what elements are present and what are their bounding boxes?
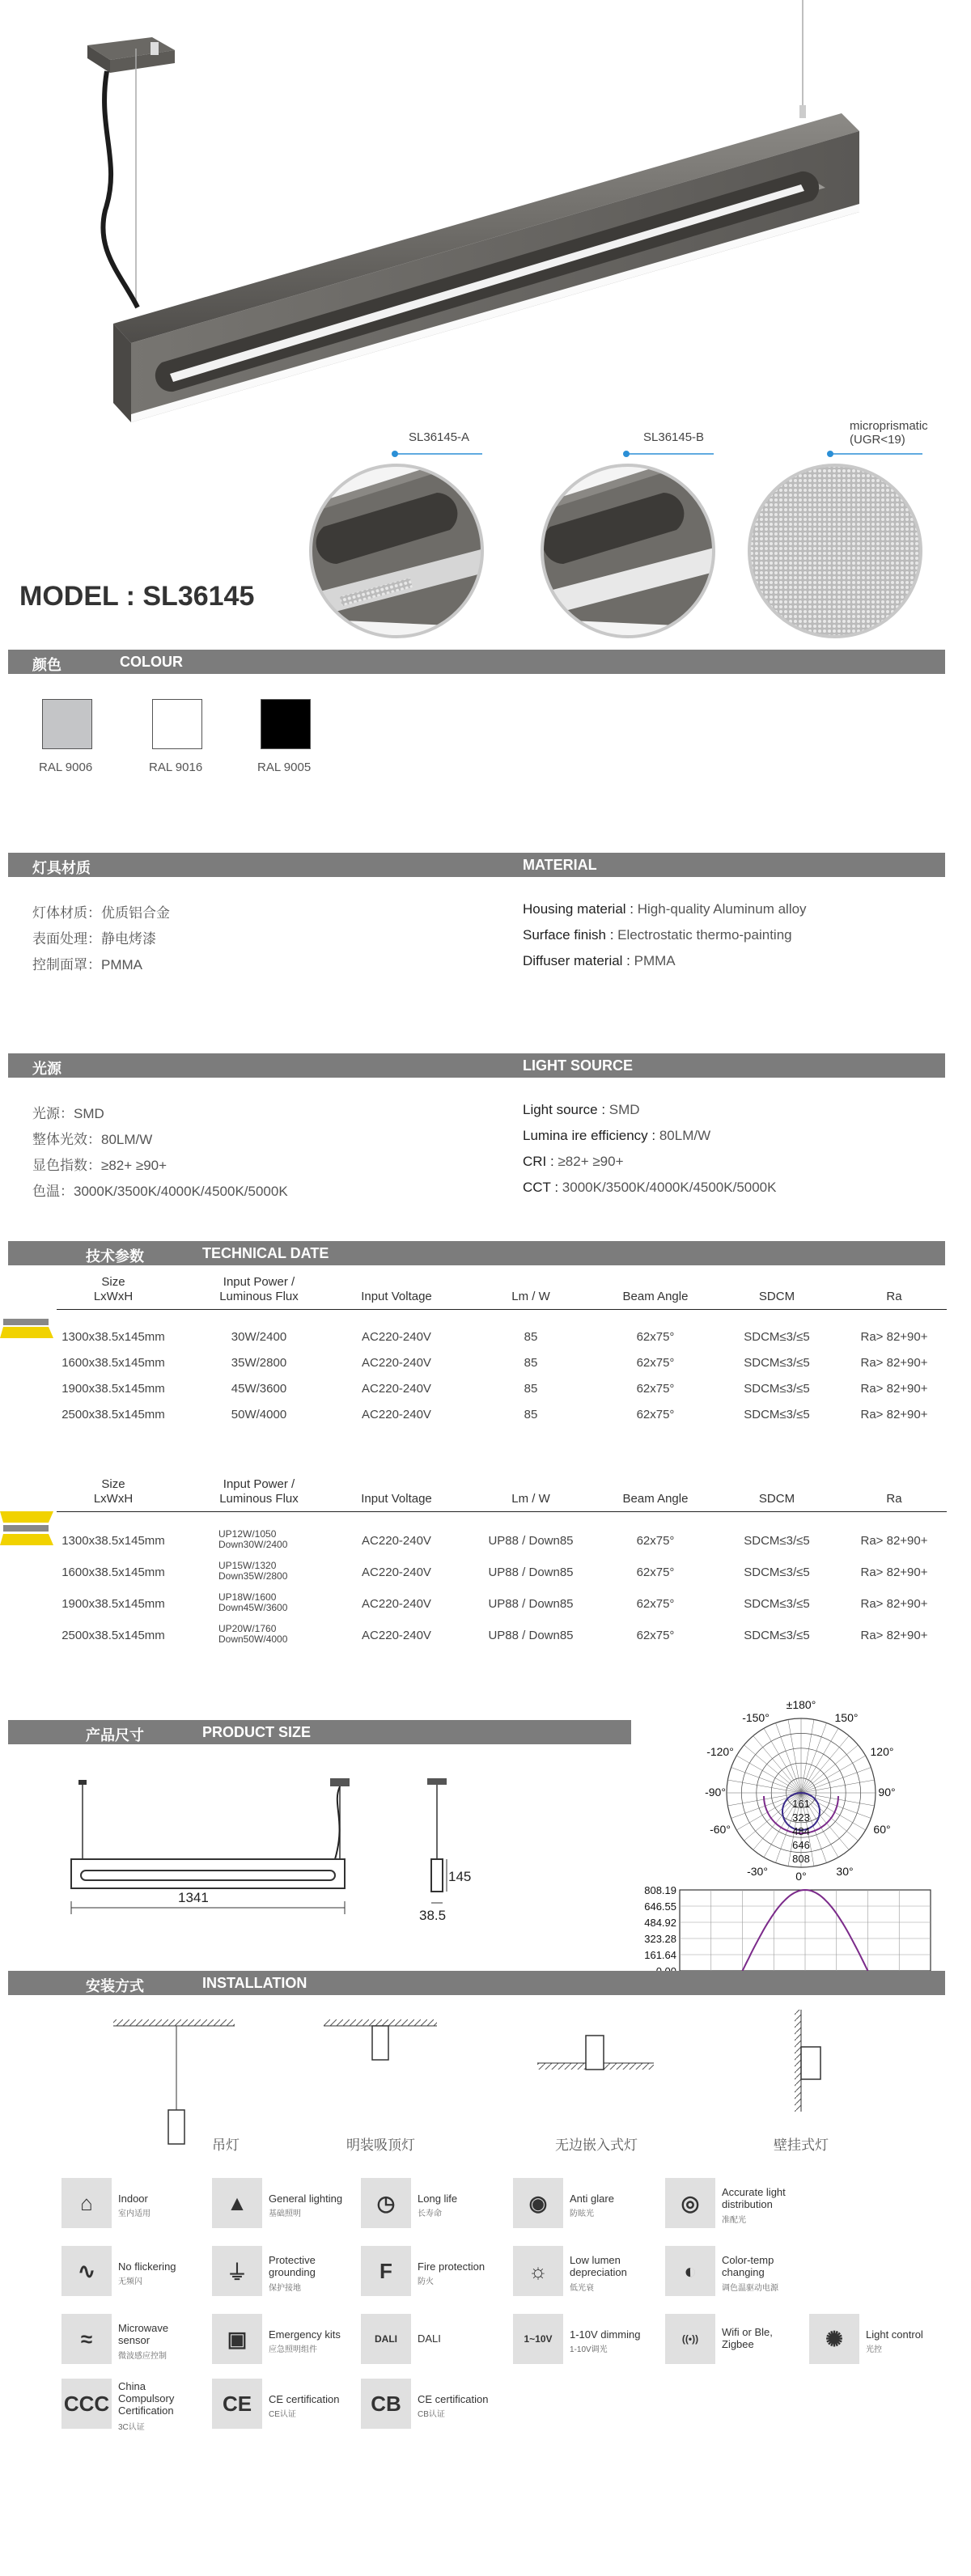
table-cell: 85 (524, 1356, 538, 1370)
table-header: Ra (886, 1492, 902, 1506)
dimension-length: 1341 (178, 1890, 209, 1905)
feature-label: No flickering (118, 2260, 176, 2273)
table-cell: AC220-240V (362, 1356, 431, 1370)
feature-label: Color-temp changing (722, 2254, 774, 2278)
swatch-ral-9005 (261, 699, 311, 749)
polar-angle-label: ±180° (786, 1699, 816, 1711)
table-cell: SDCM≤3/≤5 (744, 1408, 810, 1421)
material-en-line: Housing material : High-quality Aluminum alloy (523, 901, 807, 917)
polar-angle-label: 150° (834, 1711, 859, 1724)
feature-label: Indoor (118, 2193, 148, 2205)
table-cell: Ra> 82+90+ (860, 1356, 928, 1370)
linear-y-tick: 161.64 (644, 1949, 676, 1961)
color-temp-icon-glyph: ◐ (684, 2258, 697, 2283)
linear-y-tick: 646.55 (644, 1900, 676, 1913)
product-size-section-bar: 产品尺寸 PRODUCT SIZE (8, 1720, 631, 1744)
table-header: Lm / W (511, 1492, 550, 1506)
feature-label: General lighting (269, 2193, 343, 2205)
swatch-label: RAL 9005 (257, 761, 312, 774)
table-cell: UP12W/1050 Down30W/2400 (218, 1528, 288, 1550)
table-header-rule (57, 1309, 947, 1310)
table-cell: AC220-240V (362, 1382, 431, 1396)
table-cell: UP20W/1760 Down50W/4000 (218, 1623, 288, 1645)
table-cell: Ra> 82+90+ (860, 1629, 928, 1642)
model-title: MODEL : SL36145 (19, 581, 255, 612)
feature-label: Anti glare (570, 2193, 614, 2205)
table-cell: SDCM≤3/≤5 (744, 1534, 810, 1548)
feature-label: Long life (418, 2193, 458, 2205)
material-cn-line: 控制面罩：PMMA (32, 957, 142, 972)
polar-angle-label: 120° (870, 1745, 894, 1758)
table-cell: 1900x38.5x145mm (61, 1382, 165, 1396)
polar-angle-label: -150° (742, 1711, 770, 1724)
table-header: Beam Angle (622, 1290, 689, 1303)
install-surface-label: 明装吸顶灯 (346, 2137, 415, 2153)
feature-label: Protective grounding (269, 2254, 316, 2278)
feature-label-cn: 调色温驱动电源 (722, 2284, 778, 2293)
feature-label-cn: 3C认证 (118, 2423, 145, 2432)
feature-label-cn: 无频闪 (118, 2277, 142, 2286)
dimension-width: 38.5 (419, 1908, 447, 1923)
table-cell: SDCM≤3/≤5 (744, 1356, 810, 1370)
light-en-line: CCT : 3000K/3500K/4000K/4500K/5000K (523, 1180, 777, 1195)
updown-light-indicator-icon (0, 1511, 53, 1547)
technical-section-bar: 技术参数 TECHNICAL DATE (8, 1241, 945, 1265)
eye-icon (513, 2178, 563, 2228)
dimension-height: 145 (448, 1869, 472, 1884)
linear-y-tick: 323.28 (644, 1933, 676, 1945)
feature-label-cn: 准配光 (722, 2216, 746, 2225)
feature-label-cn: 防火 (418, 2277, 434, 2286)
fire-protection-icon-glyph: F (379, 2258, 392, 2283)
ccc-icon (61, 2379, 112, 2429)
table-cell: AC220-240V (362, 1408, 431, 1421)
light-distribution-icon (665, 2178, 715, 2228)
table-header: Size LxWxH (93, 1477, 134, 1506)
table-cell: 62x75° (636, 1382, 675, 1396)
wifi-icon (665, 2314, 715, 2364)
feature-label: CE certification (269, 2393, 340, 2405)
table-cell: 1300x38.5x145mm (61, 1534, 165, 1548)
table-cell: 62x75° (636, 1629, 675, 1642)
house-icon-glyph: ⌂ (80, 2190, 93, 2215)
feature-label: Accurate light distribution (722, 2186, 786, 2210)
table-cell: 62x75° (636, 1534, 675, 1548)
table-cell: 35W/2800 (231, 1356, 287, 1370)
lumen-icon-glyph: ☼ (528, 2258, 548, 2283)
table-cell: AC220-240V (362, 1629, 431, 1642)
table-cell: AC220-240V (362, 1566, 431, 1579)
table-cell: Ra> 82+90+ (860, 1382, 928, 1396)
ccc-icon-glyph: CCC (63, 2391, 110, 2416)
material-en-line: Surface finish : Electrostatic thermo-painting (523, 927, 792, 943)
material-en-line: Diffuser material : PMMA (523, 953, 676, 968)
clock-icon-glyph: ◷ (376, 2190, 396, 2215)
install-recessed-label: 无边嵌入式灯 (555, 2137, 638, 2153)
feature-label-cn: 应急照明组件 (269, 2345, 317, 2354)
polar-angle-label: 90° (878, 1786, 896, 1799)
table-cell: SDCM≤3/≤5 (744, 1629, 810, 1642)
material-cn-line: 表面处理：静电烤漆 (32, 931, 156, 947)
variant-details (307, 449, 971, 651)
grounding-icon (212, 2246, 262, 2296)
install-wall-label: 壁挂式灯 (774, 2137, 829, 2153)
table-cell: Ra> 82+90+ (860, 1408, 928, 1421)
light-cn-line: 显色指数：≥82+ ≥90+ (32, 1158, 167, 1173)
table-cell: 85 (524, 1330, 538, 1344)
light-control-icon-glyph: ✺ (825, 2326, 843, 2351)
feature-label: 1-10V dimming (570, 2328, 641, 2341)
polar-radial-label: 484 (792, 1825, 810, 1837)
table-cell: UP88 / Down85 (488, 1629, 574, 1642)
ce-icon (212, 2379, 262, 2429)
feature-label-cn: 1-10V调光 (570, 2345, 608, 2354)
table-cell: AC220-240V (362, 1597, 431, 1611)
house-icon (61, 2178, 112, 2228)
polar-angle-label: -90° (705, 1786, 726, 1799)
feature-label: DALI (418, 2332, 441, 2345)
polar-radial-label: 808 (792, 1853, 810, 1865)
feature-label-cn: 保护接地 (269, 2284, 301, 2293)
installation-section-bar: 安装方式 INSTALLATION (8, 1971, 945, 1995)
table-cell: UP15W/1320 Down35W/2800 (218, 1560, 288, 1582)
product-hero-image (0, 0, 971, 437)
table-cell: 2500x38.5x145mm (61, 1408, 165, 1421)
feature-label: Fire protection (418, 2260, 486, 2273)
feature-label-cn: CE认证 (269, 2410, 296, 2419)
polar-radial-label: 161 (792, 1798, 810, 1810)
table-cell: 62x75° (636, 1330, 675, 1344)
swatch-ral-9016 (152, 699, 202, 749)
grounding-icon-glyph: ⏚ (226, 2260, 248, 2285)
table-cell: 62x75° (636, 1597, 675, 1611)
polar-radial-label: 646 (792, 1839, 810, 1851)
table-cell: UP88 / Down85 (488, 1597, 574, 1611)
dimming-icon-glyph: 1~10V (524, 2333, 553, 2345)
linear-y-tick: 484.92 (644, 1917, 676, 1929)
feature-label-cn: CB认证 (418, 2410, 445, 2419)
table-header: Input Power / Luminous Flux (219, 1275, 299, 1303)
table-cell: 62x75° (636, 1566, 675, 1579)
light-source-section-bar: 光源 LIGHT SOURCE (8, 1053, 945, 1078)
table-header: SDCM (758, 1290, 795, 1303)
feature-label-cn: 基础照明 (269, 2210, 301, 2218)
general-lighting-icon (212, 2178, 262, 2228)
table-cell: UP88 / Down85 (488, 1566, 574, 1579)
ce-icon-glyph: CE (222, 2391, 252, 2416)
install-pendant-label: 吊灯 (212, 2137, 240, 2153)
colour-section-bar: 颜色 COLOUR (8, 650, 945, 674)
feature-label-cn: 微波感应控制 (118, 2352, 167, 2361)
clock-icon (361, 2178, 411, 2228)
light-control-icon (809, 2314, 859, 2364)
light-distribution-icon-glyph: ◎ (681, 2190, 700, 2215)
feature-label-cn: 光控 (866, 2345, 882, 2354)
table-cell: 85 (524, 1408, 538, 1421)
no-flicker-icon-glyph: ∿ (78, 2258, 95, 2283)
dimming-icon (513, 2314, 563, 2364)
table-cell: AC220-240V (362, 1330, 431, 1344)
table-header: Beam Angle (622, 1492, 689, 1506)
feature-label: Microwave sensor (118, 2322, 169, 2346)
light-cn-line: 色温：3000K/3500K/4000K/4500K/5000K (32, 1184, 288, 1199)
table-cell: Ra> 82+90+ (860, 1597, 928, 1611)
table-cell: SDCM≤3/≤5 (744, 1597, 810, 1611)
table-cell: 2500x38.5x145mm (61, 1629, 165, 1642)
swatch-ral-9006 (42, 699, 92, 749)
table-cell: Ra> 82+90+ (860, 1534, 928, 1548)
feature-label: Low lumen depreciation (570, 2254, 627, 2278)
table-cell: UP88 / Down85 (488, 1534, 574, 1548)
eye-icon-glyph: ◉ (528, 2190, 548, 2215)
swatch-label: RAL 9016 (149, 761, 203, 774)
table-cell: Ra> 82+90+ (860, 1330, 928, 1344)
feature-label: Emergency kits (269, 2328, 341, 2341)
table-header: Input Power / Luminous Flux (219, 1477, 299, 1506)
table-cell: 45W/3600 (231, 1382, 287, 1396)
feature-label-cn: 室内适用 (118, 2210, 151, 2218)
fire-protection-icon (361, 2246, 411, 2296)
table-cell: SDCM≤3/≤5 (744, 1330, 810, 1344)
polar-angle-label: -30° (747, 1865, 768, 1878)
table-cell: UP18W/1600 Down45W/3600 (218, 1591, 288, 1613)
table-cell: Ra> 82+90+ (860, 1566, 928, 1579)
color-temp-icon (665, 2246, 715, 2296)
polar-angle-label: 60° (873, 1823, 891, 1836)
polar-angle-label: 0° (795, 1870, 807, 1883)
table-header: SDCM (758, 1492, 795, 1506)
feature-label: CE certification (418, 2393, 489, 2405)
light-en-line: Lumina ire efficiency : 80LM/W (523, 1128, 711, 1143)
variant-label-a: SL36145-A (409, 430, 470, 444)
table-cell: 62x75° (636, 1356, 675, 1370)
table-cell: 1600x38.5x145mm (61, 1566, 165, 1579)
light-en-line: CRI : ≥82+ ≥90+ (523, 1154, 624, 1169)
microwave-icon (61, 2314, 112, 2364)
cb-icon-glyph: CB (371, 2391, 401, 2416)
table-cell: SDCM≤3/≤5 (744, 1566, 810, 1579)
table-cell: 1300x38.5x145mm (61, 1330, 165, 1344)
feature-label: Wifi or Ble, Zigbee (722, 2326, 773, 2350)
table-cell: 50W/4000 (231, 1408, 287, 1421)
product-dimension-drawing (65, 1772, 518, 1934)
cb-icon (361, 2379, 411, 2429)
table-cell: 30W/2400 (231, 1330, 287, 1344)
table-header: Input Voltage (361, 1492, 432, 1506)
feature-label: Light control (866, 2328, 923, 2341)
emergency-icon-glyph: ▣ (227, 2326, 248, 2351)
table-cell: 85 (524, 1382, 538, 1396)
table-cell: 1900x38.5x145mm (61, 1597, 165, 1611)
lumen-icon (513, 2246, 563, 2296)
no-flicker-icon (61, 2246, 112, 2296)
material-cn-line: 灯体材质：优质铝合金 (32, 905, 170, 921)
table-cell: SDCM≤3/≤5 (744, 1382, 810, 1396)
polar-angle-label: 30° (836, 1865, 854, 1878)
light-cn-line: 整体光效：80LM/W (32, 1132, 153, 1147)
polar-radial-label: 323 (792, 1811, 810, 1824)
feature-label-cn: 长寿命 (418, 2210, 442, 2218)
variant-label-b: SL36145-B (643, 430, 705, 444)
general-lighting-icon-glyph: ▲ (227, 2190, 248, 2215)
table-cell: 1600x38.5x145mm (61, 1356, 165, 1370)
table-cell: 62x75° (636, 1408, 675, 1421)
emergency-icon (212, 2314, 262, 2364)
feature-label-cn: 防眩光 (570, 2210, 594, 2218)
downlight-indicator-icon (0, 1317, 53, 1341)
table-header: Ra (886, 1290, 902, 1303)
light-cn-line: 光源：SMD (32, 1106, 104, 1121)
microwave-icon-glyph: ≈ (80, 2326, 93, 2351)
material-section-bar: 灯具材质 MATERIAL (8, 853, 945, 877)
polar-angle-label: -60° (710, 1823, 731, 1836)
table-header: Size LxWxH (93, 1275, 134, 1303)
dali-icon (361, 2314, 411, 2364)
feature-label: China Compulsory Certification (118, 2380, 175, 2417)
polar-angle-label: -120° (706, 1745, 734, 1758)
variant-label-micro: microprismatic (UGR<19) (850, 419, 928, 447)
wifi-icon-glyph: ((•)) (681, 2333, 699, 2345)
light-en-line: Light source : SMD (523, 1102, 640, 1117)
table-cell: AC220-240V (362, 1534, 431, 1548)
table-header-rule (57, 1511, 947, 1512)
linear-y-tick: 808.19 (644, 1885, 676, 1896)
table-header: Lm / W (511, 1290, 550, 1303)
dali-icon-glyph: DALI (375, 2333, 397, 2345)
feature-label-cn: 低光衰 (570, 2284, 594, 2293)
swatch-label: RAL 9006 (39, 761, 93, 774)
table-header: Input Voltage (361, 1290, 432, 1303)
